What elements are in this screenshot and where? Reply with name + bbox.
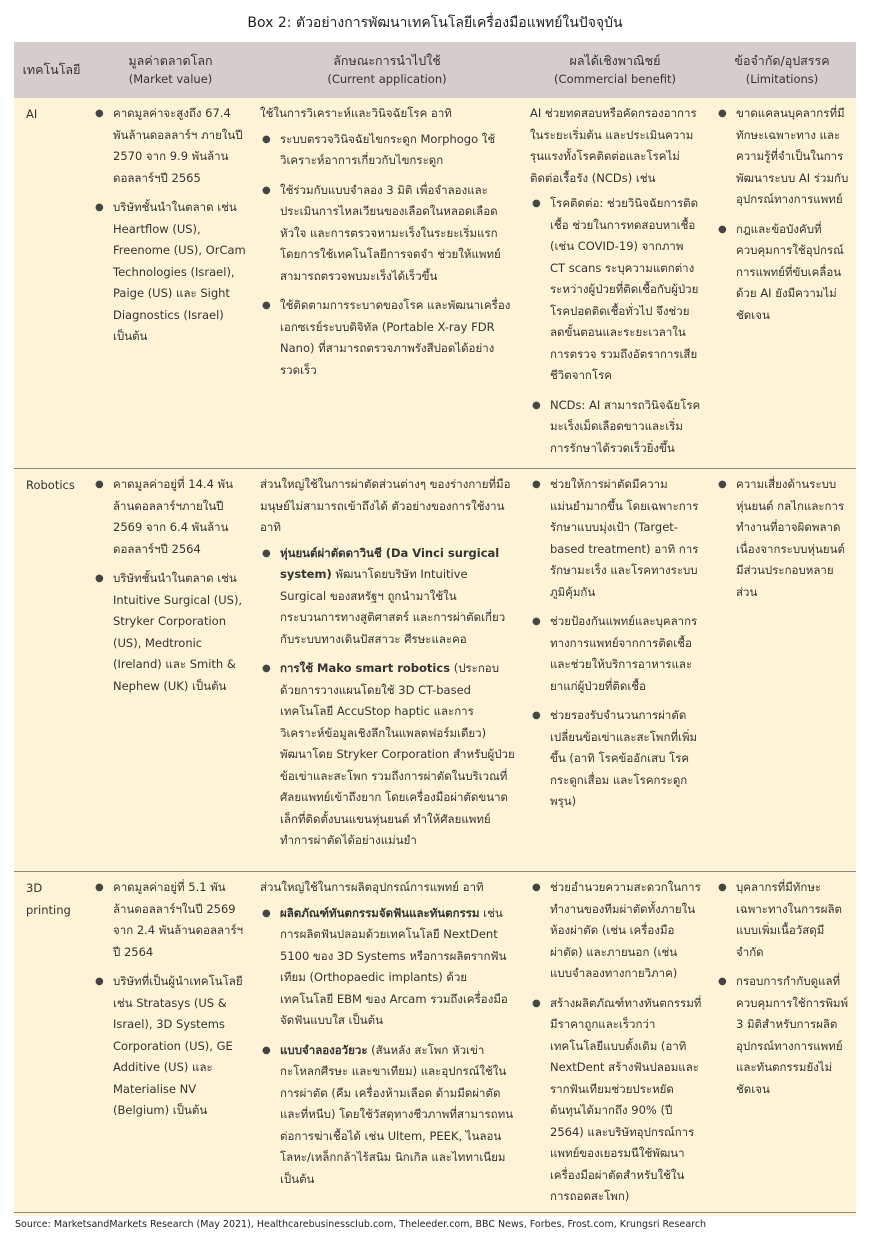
source-note: Source: MarketsandMarkets Research (May 2021), Healthcarebusinessclub.com, Theleeder.com, BBC News, Forbes, Frost.com, Krungsri Research bbox=[15, 1219, 707, 1230]
table-header bbox=[14, 42, 856, 98]
header-en: (Current application) bbox=[327, 72, 447, 86]
list-item: ● กรอบการกำกับดูแลที่ควบคุมการใช้การพิมพ์ 3 มิติสำหรับการผลิตอุปกรณ์ทางการแพทย์และทันตกรรมยังไม่ชัดเจน bbox=[716, 971, 850, 1100]
header-commercial-benefit bbox=[522, 42, 708, 98]
market-cell bbox=[89, 872, 252, 1216]
market-cell bbox=[89, 469, 252, 871]
application-cell bbox=[252, 98, 522, 468]
list-item: ● แบบจำลองอวัยวะ (สันหลัง สะโพก หัวเข่ากะโหลกศีรษะ และขาเทียม) และอุปกรณ์ใช้ในการผ่าตัด (คีม เครื่องห้ามเลือด ด้ามมีดผ่าตัด และที่หนีบ) โดยใช้วัสดุทางชีวภาพที่สามารถทนต่อการฆ่าเชื้อได้ เช่น Ultem, PEEK, ไนลอน โลหะ/เหล็กกล้าไร้สนิม นิกเกิล และไททาเนียม เป็นต้น bbox=[260, 1040, 516, 1191]
list-item: ● ช่วยป้องกันแพทย์และบุคลากรทางการแพทย์จากการติดเชื้อ และช่วยให้บริการอาหารและยาแก่ผู้ป่วยที่ติดเชื้อ bbox=[530, 611, 702, 697]
tech-cell: 3D printing bbox=[26, 881, 71, 917]
list-item: ● ช่วยอำนวยความสะดวกในการทำงานของทีมผ่าตัดทั้งภายในห้องผ่าตัด (เช่น เครื่องมือผ่าตัด) และภายนอก (เช่น แบบจำลองทางกายวิภาค) bbox=[530, 877, 702, 985]
list-item: ● บริษัทที่เป็นผู้นำเทคโนโลยี เช่น Stratasys (US & Israel), 3D Systems Corporation (US), GE Additive (US) และ Materialise NV (Belgium) เป็นต้น bbox=[93, 971, 246, 1122]
list-item: ● บุคลากรที่มีทักษะเฉพาะทางในการผลิตแบบเพิ่มเนื้อวัสดุมีจำกัด bbox=[716, 877, 850, 963]
header-market-value bbox=[89, 42, 252, 98]
header-th: เทคโนโลยี bbox=[22, 62, 81, 77]
tech-cell: Robotics bbox=[26, 478, 75, 492]
tech-cell: AI bbox=[26, 107, 38, 121]
list-item: ● สร้างผลิตภัณฑ์ทางทันตกรรมที่มีราคาถูกและเร็วกว่าเทคโนโลยีแบบดั้งเดิม (อาทิ NextDent สร้างฟันปลอมและรากฟันเทียมช่วยประหยัดต้นทุนได้มากถึง 90% (ปี 2564) และบริษัทอุปกรณ์การแพทย์ของเยอรมนีใช้พัฒนาเครื่องมือผ่าตัดสำหรับใช้ในการถอดสะโพก) bbox=[530, 993, 702, 1208]
header-current-application bbox=[252, 42, 522, 98]
list-item: ● การใช้ Mako smart robotics (ประกอบด้วยการวางแผนโดยใช้ 3D CT-based เทคโนโลยี AccuStop haptic และการวิเคราะห์ข้อมูลเชิงลึกในแพลตฟอร์มเดียว) พัฒนาโดย Stryker Corporation สำหรับผู้ป่วยข้อเข่าและสะโพก รวมถึงการผ่าตัดในบริเวณที่ศัลยแพทย์เข้าถึงยาก โดยเครื่องมือผ่าตัดขนาดเล็กที่ติดตั้งบนแขนหุ่นยนต์ ทำให้ศัลยแพทย์ทำการผ่าตัดได้อย่างแม่นยำ bbox=[260, 658, 516, 852]
benefit-intro: AI ช่วยทดสอบหรือคัดกรองอาการในระยะเริ่มต้น และประเมินความรุนแรงทั้งโรคติดต่อและโรคไม่ติดต่อเรื้อรัง (NCDs) เช่น bbox=[530, 106, 697, 185]
list-item: ● ระบบตรวจวินิจฉัยไขกระดูก Morphogo ใช้วิเคราะห์อาการเกี่ยวกับไขกระดูก bbox=[260, 129, 516, 172]
benefit-cell bbox=[522, 872, 708, 1216]
list-item: ● ช่วยให้การผ่าตัดมีความแม่นยำมากขึ้น โดยเฉพาะการรักษาแบบมุ่งเป้า (Target-based treatment) อาทิ การรักษามะเร็ง และโรคทางระบบภูมิคุ้มกัน bbox=[530, 474, 702, 603]
list-item: ● บริษัทชั้นนำในตลาด เช่น Heartflow (US), Freenome (US), OrCam Technologies (Israel), Paige (US) และ Sight Diagnostics (Israel) เป็นต้น bbox=[93, 197, 246, 348]
application-intro: ใช้ในการวิเคราะห์และวินิจฉัยโรค อาทิ bbox=[260, 106, 452, 120]
table-bottom-rule bbox=[14, 1212, 856, 1213]
table-row-ai bbox=[14, 98, 856, 468]
list-item: ● ใช้ติดตามการระบาดของโรค และพัฒนาเครื่องเอกซเรย์ระบบดิจิทัล (Portable X-ray FDR Nano) ที่สามารถตรวจภาพรังสีปอดได้อย่างรวดเร็ว bbox=[260, 295, 516, 381]
header-en: (Commercial benefit) bbox=[554, 72, 676, 86]
list-item: ● คาดมูลค่าอยู่ที่ 5.1 พันล้านดอลลาร์ฯในปี 2569 จาก 2.4 พันล้านดอลลาร์ฯปี 2564 bbox=[93, 877, 246, 963]
list-item: ● ช่วยรองรับจำนวนการผ่าตัดเปลี่ยนข้อเข่าและสะโพกที่เพิ่มขึ้น (อาทิ โรคข้ออักเสบ โรคกระดูกเสื่อม และโรคกระดูกพรุน) bbox=[530, 705, 702, 813]
header-th: ข้อจำกัด/อุปสรรค bbox=[734, 53, 830, 68]
header-limitations bbox=[708, 42, 856, 98]
box-title: Box 2: ตัวอย่างการพัฒนาเทคโนโลยีเครื่องมือแพทย์ในปัจจุบัน bbox=[247, 15, 623, 31]
header-th: ผลได้เชิงพาณิชย์ bbox=[569, 53, 661, 68]
list-item: ● คาดมูลค่าจะสูงถึง 67.4 พันล้านดอลลาร์ฯ ภายในปี 2570 จาก 9.9 พันล้านดอลลาร์ฯปี 2565 bbox=[93, 103, 246, 189]
application-cell bbox=[252, 469, 522, 871]
benefit-cell bbox=[522, 98, 708, 468]
list-item: ● กฎและข้อบังคับที่ควบคุมการใช้อุปกรณ์การแพทย์ที่ขับเคลื่อนด้วย AI ยังมีความไม่ชัดเจน bbox=[716, 219, 850, 327]
market-cell bbox=[89, 98, 252, 468]
list-item: ● บริษัทชั้นนำในตลาด เช่น Intuitive Surgical (US), Stryker Corporation (US), Medtronic (Ireland) และ Smith & Nephew (UK) เป็นต้น bbox=[93, 568, 246, 697]
header-en: (Limitations) bbox=[745, 72, 819, 86]
header-th: ลักษณะการนำไปใช้ bbox=[333, 53, 441, 68]
application-intro: ส่วนใหญ่ใช้ในการผ่าตัดส่วนต่างๆ ของร่างกายที่มือมนุษย์ไม่สามารถเข้าถึงได้ ตัวอย่างของการใช้งาน อาทิ bbox=[260, 477, 511, 534]
header-th: มูลค่าตลาดโลก bbox=[128, 53, 213, 68]
application-cell bbox=[252, 872, 522, 1216]
header-en: (Market value) bbox=[128, 72, 213, 86]
list-item: ● ใช้ร่วมกับแบบจำลอง 3 มิติ เพื่อจำลองและประเมินการไหลเวียนของเลือดในหลอดเลือดหัวใจ และการตรวจหามะเร็งในระยะเริ่มแรก โดยการใช้เทคโนโลยีการจดจำ ช่วยให้แพทย์สามารถตรวจพบมะเร็งได้เร็วขึ้น bbox=[260, 180, 516, 288]
limitations-cell bbox=[708, 98, 856, 468]
list-item: ● NCDs: AI สามารถวินิจฉัยโรคมะเร็งเม็ดเลือดขาวและเริ่มการรักษาได้รวดเร็วยิ่งขึ้น bbox=[530, 395, 702, 460]
list-item: ● หุ่นยนต์ผ่าตัดดาวินชี (Da Vinci surgical system) พัฒนาโดยบริษัท Intuitive Surgical ของสหรัฐฯ ถูกนำมาใช้ในกระบวนการทางสูติศาสตร์ และการผ่าตัดเกี่ยวกับระบบทางเดินปัสสาวะ ศีรษะและคอ bbox=[260, 543, 516, 651]
application-intro: ส่วนใหญ่ใช้ในการผลิตอุปกรณ์การแพทย์ อาทิ bbox=[260, 880, 484, 894]
limitations-cell bbox=[708, 469, 856, 871]
table-row-robotics bbox=[14, 468, 856, 871]
header-technology bbox=[14, 42, 89, 98]
limitations-cell bbox=[708, 872, 856, 1216]
list-item: ● ขาดแคลนบุคลากรที่มีทักษะเฉพาะทาง และความรู้ที่จำเป็นในการพัฒนาระบบ AI ร่วมกับอุปกรณ์ทางการแพทย์ bbox=[716, 103, 850, 211]
table-row-3d-printing bbox=[14, 871, 856, 1216]
list-item: ● โรคติดต่อ: ช่วยวินิจฉัยการติดเชื้อ ช่วยในการทดสอบหาเชื้อ (เช่น COVID-19) จากภาพ CT scans ระบุความแตกต่างระหว่างผู้ป่วยที่ติดเชื้อกับผู้ป่วยโรคปอดติดเชื้อทั่วไป จึงช่วยลดขั้นตอนและระยะเวลาในการตรวจ รวมถึงอัตราการเสียชีวิตจากโรค bbox=[530, 193, 702, 387]
technology-table bbox=[14, 42, 856, 1216]
list-item: ● คาดมูลค่าอยู่ที่ 14.4 พันล้านดอลลาร์ฯภายในปี 2569 จาก 6.4 พันล้านดอลลาร์ฯปี 2564 bbox=[93, 474, 246, 560]
list-item: ● ความเสี่ยงด้านระบบหุ่นยนต์ กลไกและการทำงานที่อาจผิดพลาด เนื่องจากระบบหุ่นยนต์มีส่วนประกอบหลายส่วน bbox=[716, 474, 850, 603]
list-item: ● ผลิตภัณฑ์ทันตกรรมจัดฟันและทันตกรรม เช่น การผลิตฟันปลอมด้วยเทคโนโลยี NextDent 5100 ของ 3D Systems หรือการผลิตรากฟันเทียม (Orthopaedic implants) ด้วยเทคโนโลยี EBM ของ Arcam รวมถึงเครื่องมือจัดฟันแบบใส เป็นต้น bbox=[260, 903, 516, 1032]
benefit-cell bbox=[522, 469, 708, 871]
